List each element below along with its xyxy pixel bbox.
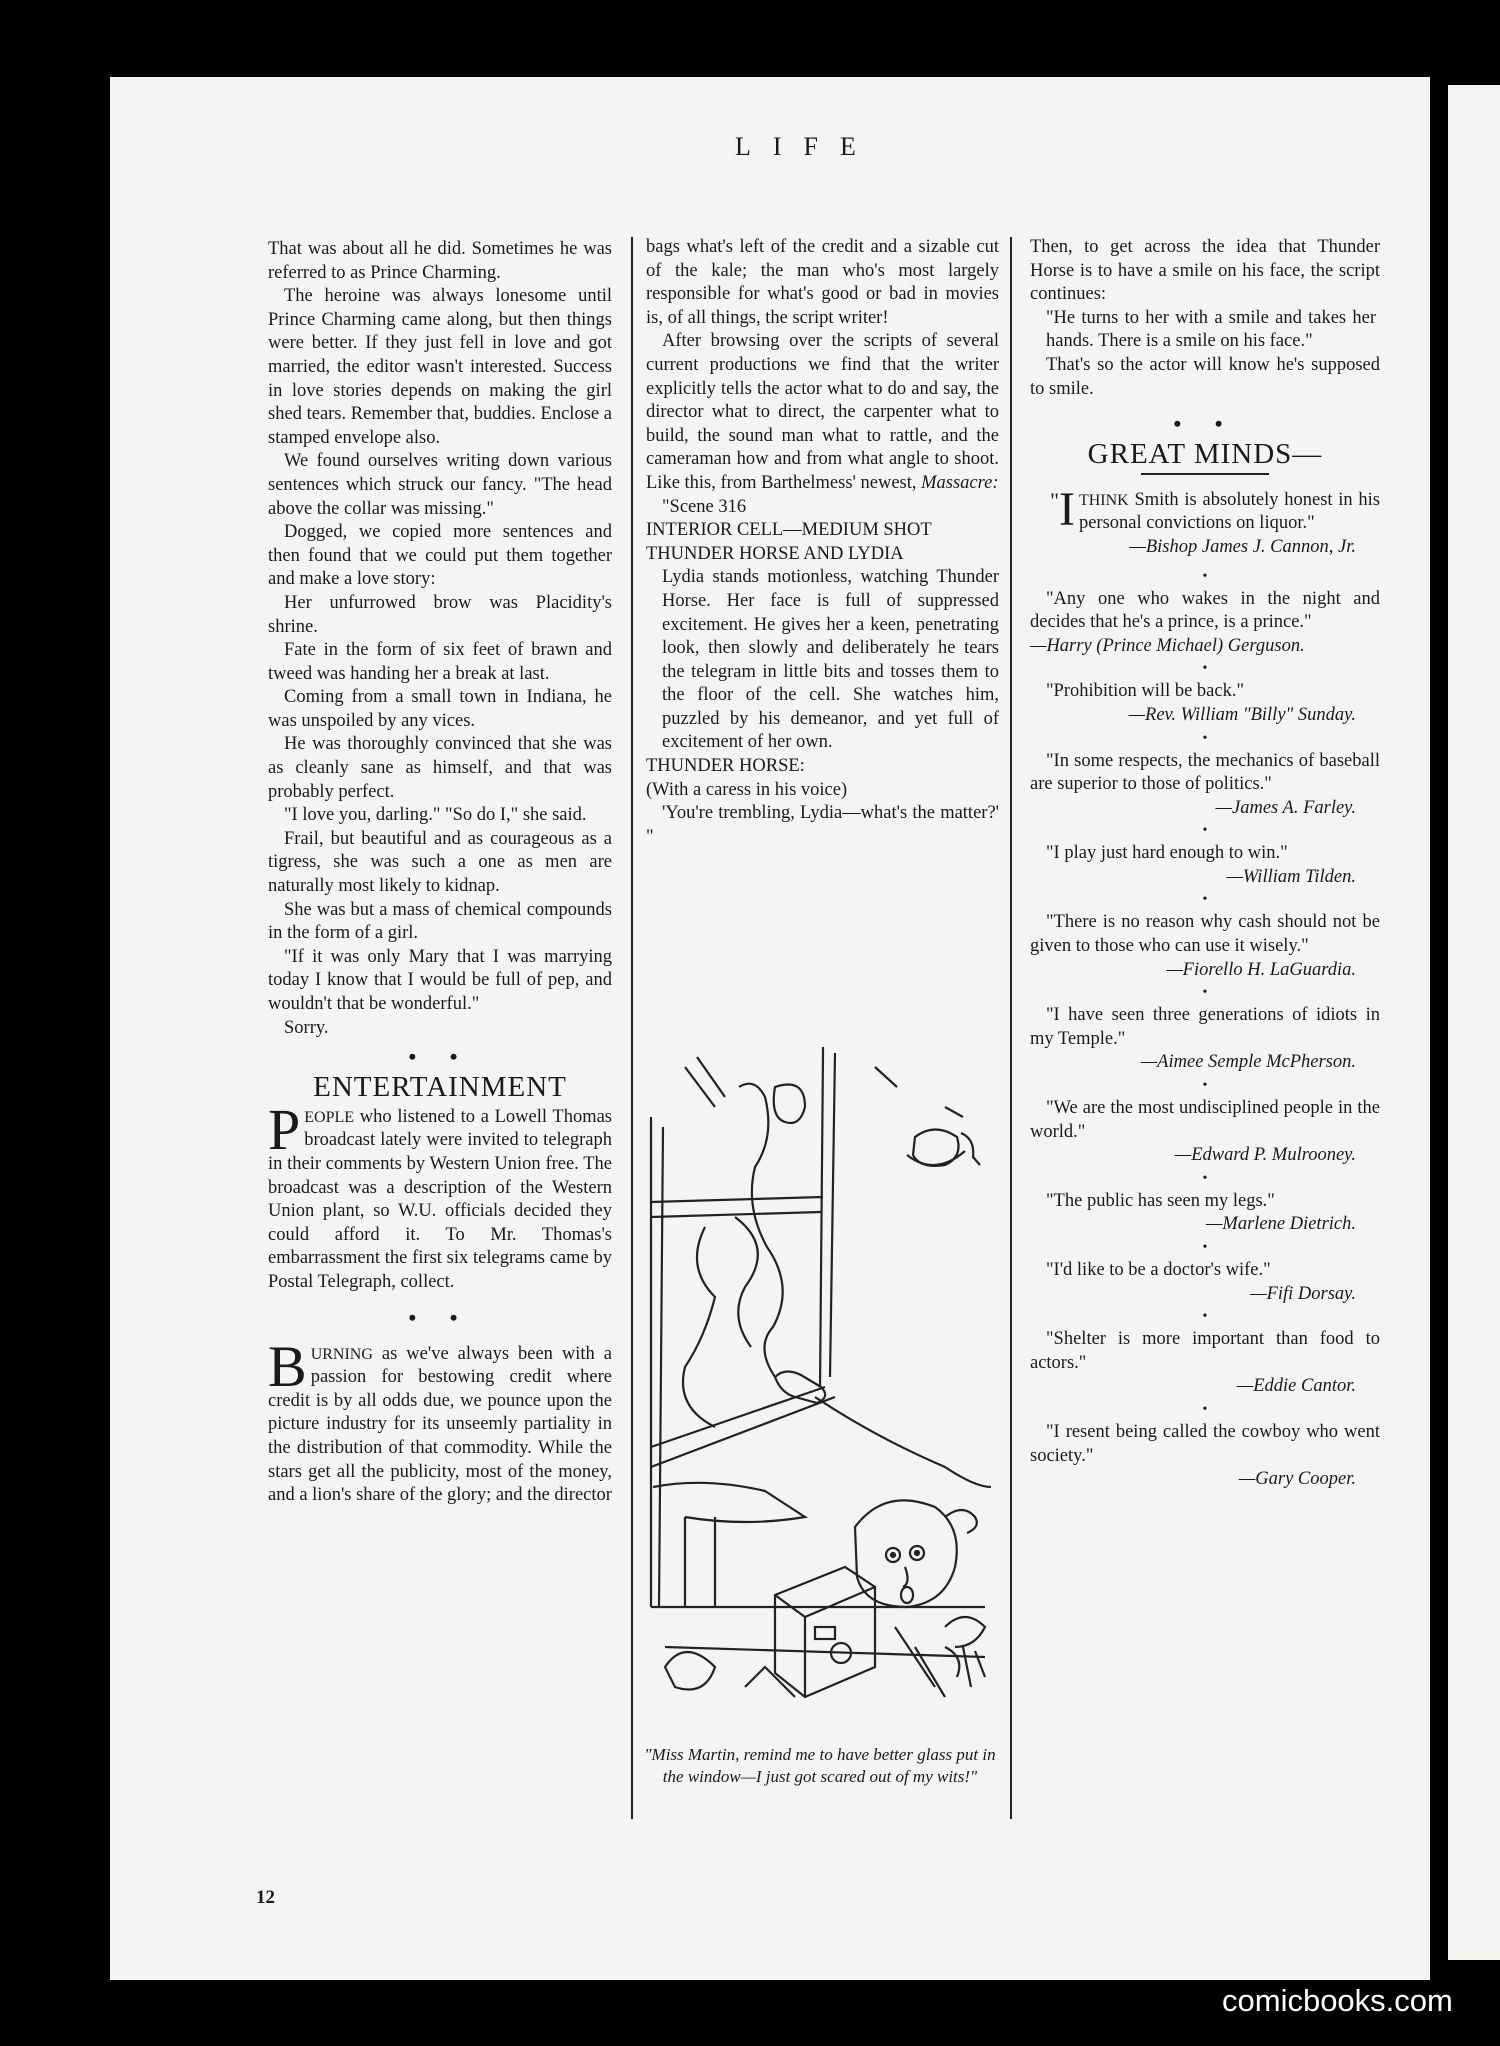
paragraph: Fate in the form of six feet of brawn and tweed was handing her a break at last. <box>268 640 612 684</box>
script-characters: THUNDER HORSE AND LYDIA <box>646 543 904 564</box>
column-left <box>268 238 612 1508</box>
quote-bullet: • <box>1202 985 1208 1001</box>
quote-attribution: —Fiorello H. LaGuardia. <box>1166 959 1356 980</box>
paragraph: The heroine was always lonesome until Prince Charming came along, but then things were better. If they just fell in love and got married, the editor wasn't interested. Success in love stories depends on making the girl shed tears. Remember that, buddies. Enclose a stamped envelope also. <box>268 286 612 448</box>
quote-attribution: —Gary Cooper. <box>1238 1469 1356 1490</box>
script-scene: "Scene 316 <box>662 496 747 517</box>
paragraph: bags what's left of the credit and a sizable cut of the kale; the man who's most largely responsible for what's good or bad in movies is, of all things, the script writer! <box>646 237 999 328</box>
running-header: LIFE <box>735 132 878 161</box>
script-line: 'You're trembling, Lydia—what's the matter?' " <box>646 803 999 847</box>
heading-rule <box>1141 473 1269 475</box>
paragraph: Then, to get across the idea that Thunder Horse is to have a smile on his face, the script continues: <box>1030 237 1380 305</box>
quote-attribution: —Marlene Dietrich. <box>1205 1214 1356 1235</box>
section-heading-great-minds: GREAT MINDS— <box>1087 438 1323 471</box>
script-quote: "He turns to her with a smile and takes her hands. There is a smile on his face." <box>1046 307 1376 352</box>
paragraph-text: as we've always been with a passion for bestowing credit where credit is by all odds due, we pounce upon the picture industry for its unseemly partiality in the distribution of that commodity. While the stars get all the publicity, most of the money, and a lion's share of the glory; and the director <box>268 1343 612 1506</box>
quote-text: "Any one who wakes in the night and decides that he's a prince, is a prince." <box>1030 588 1380 633</box>
drop-cap: I <box>1058 482 1075 536</box>
quote-bullet: • <box>1202 892 1208 908</box>
lead-word: URNING <box>310 1345 373 1363</box>
quote-attribution: —James A. Farley. <box>1215 797 1356 818</box>
paragraph: She was but a mass of chemical compounds in the form of a girl. <box>268 899 612 944</box>
quote-text: "The public has seen my legs." <box>1046 1190 1275 1211</box>
watermark: comicbooks.com <box>1222 1983 1453 2018</box>
quote-bullet: • <box>1202 661 1208 677</box>
quote-attribution: —Aimee Semple McPherson. <box>1140 1052 1356 1073</box>
paragraph: Frail, but beautiful and as courageous as a tigress, she was such a one as men are naturally most likely to kidnap. <box>268 828 612 897</box>
quote-attribution: —Harry (Prince Michael) Gerguson. <box>1030 635 1305 656</box>
quote-attribution: —Edward P. Mulrooney. <box>1174 1145 1356 1166</box>
section-separator: • • <box>1173 411 1237 437</box>
script-speaker: THUNDER HORSE: <box>646 756 805 777</box>
illustration-caption: "Miss Martin, remind me to have better glass put in the window—I just got scared out of my wits!" <box>644 1745 996 1786</box>
quote-text: "Shelter is more important than food to actors." <box>1030 1329 1380 1373</box>
column-rule <box>1010 237 1012 1819</box>
quote-attribution: —Rev. William "Billy" Sunday. <box>1128 704 1356 725</box>
quote-text: "In some respects, the mechanics of baseball are superior to those of politics." <box>1030 750 1380 795</box>
paragraph-entertainment <box>268 1096 612 1295</box>
quote-first <box>1030 482 1380 536</box>
paragraph <box>646 330 999 495</box>
column-right <box>1030 236 1380 1492</box>
quote-attribution: —Eddie Cantor. <box>1236 1376 1356 1397</box>
quote-bullet: • <box>1202 1170 1208 1186</box>
script-interior: INTERIOR CELL—MEDIUM SHOT <box>646 520 932 541</box>
section-heading-entertainment: ENTERTAINMENT <box>313 1071 567 1104</box>
quote-text: "I'd like to be a doctor's wife." <box>1046 1260 1271 1280</box>
quote-attribution: —Fifi Dorsay. <box>1250 1283 1356 1304</box>
quote-text: "I play just hard enough to win." <box>1046 843 1288 864</box>
paragraph: That's so the actor will know he's supposed to smile. <box>1030 354 1380 399</box>
paragraph: He was thoroughly convinced that she was as cleanly sane as himself, and that was probably perfect. <box>268 734 612 802</box>
paragraph: "If it was only Mary that I was marrying today I know that I would be full of pep, and wouldn't that be wonderful." <box>268 946 612 1014</box>
column-middle <box>646 236 999 849</box>
quote-bullet: • <box>1202 1240 1208 1255</box>
paragraph: Her unfurrowed brow was Placidity's shrine. <box>268 592 612 637</box>
cartoon-illustration <box>645 1047 993 1723</box>
film-title: Massacre: <box>921 472 999 493</box>
quote-text: "There is no reason why cash should not be given to those who can use it wisely." <box>1030 912 1380 957</box>
quote-bullet: • <box>1202 1401 1208 1417</box>
adjacent-page-edge <box>1448 85 1500 1960</box>
lead-word: THINK <box>1078 491 1129 509</box>
lead-word: EOPLE <box>304 1108 355 1126</box>
section-separator: • • <box>408 1304 472 1330</box>
quote-bullet: • <box>1202 1309 1208 1325</box>
quote-bullet: • <box>1202 730 1208 746</box>
quote-text: "I have seen three generations of idiots in my Temple." <box>1030 1005 1380 1049</box>
drop-cap: P <box>268 1096 301 1162</box>
paragraph: That was about all he did. Sometimes he was referred to as Prince Charming. <box>268 239 612 283</box>
quote-text: "I resent being called the cowboy who went society." <box>1030 1421 1380 1466</box>
quote-text: "We are the most undisciplined people in the world." <box>1030 1098 1380 1142</box>
paragraph: Dogged, we copied more sentences and then found that we could put them together and make a love story: <box>268 522 612 590</box>
quote-mark: " <box>1050 487 1059 513</box>
script-stage-direction: Lydia stands motionless, watching Thunder Horse. Her face is full of suppressed excitement. He gives her a keen, penetrating look, then slowly and deliberately he tears the telegram in little bits and tosses them to the floor of the cell. She watches him, puzzled by his demeanor, and yet full of excitement of her own. <box>662 567 999 753</box>
paragraph-text: who listened to a Lowell Thomas broadcast lately were invited to telegraph in their comments by Western Union free. The broadcast was a description of the Western Union plant, so W.U. officials decided they could afford it. To Mr. Thomas's embarrassment the first six telegrams came by Postal Telegraph, collect. <box>268 1106 612 1292</box>
quote-text: "Prohibition will be back." <box>1046 681 1245 702</box>
paragraph: "I love you, darling." "So do I," she said. <box>284 805 587 826</box>
paragraph: We found ourselves writing down various sentences which struck our fancy. "The head above the collar was missing." <box>268 451 612 519</box>
section-separator: • • <box>408 1044 472 1070</box>
paragraph-burning <box>268 1333 612 1508</box>
page-number: 12 <box>256 1887 275 1908</box>
drop-cap: B <box>268 1333 307 1399</box>
paragraph-text: After browsing over the scripts of several current productions we find that the writer explicitly tells the actor what to do and say, the director what to direct, the carpenter what to build, the sound man what to rattle, and the cameraman how and from what angle to shoot. Like this, from Barthelmess' newest, <box>646 331 999 493</box>
quote-bullet: • <box>1202 823 1208 839</box>
script-parenthetical: (With a caress in his voice) <box>646 779 848 800</box>
paragraph: Sorry. <box>284 1017 329 1038</box>
paragraph: Coming from a small town in Indiana, he was unspoiled by any vices. <box>268 687 612 731</box>
quote-text: Smith is absolutely honest in his personal convictions on liquor." <box>1078 489 1380 534</box>
quote-bullet: • <box>1202 1078 1208 1094</box>
column-rule <box>631 237 633 1819</box>
quote-attribution: —Bishop James J. Cannon, Jr. <box>1129 536 1356 557</box>
quote-bullet: • <box>1202 568 1208 584</box>
quote-attribution: —William Tilden. <box>1226 866 1356 887</box>
